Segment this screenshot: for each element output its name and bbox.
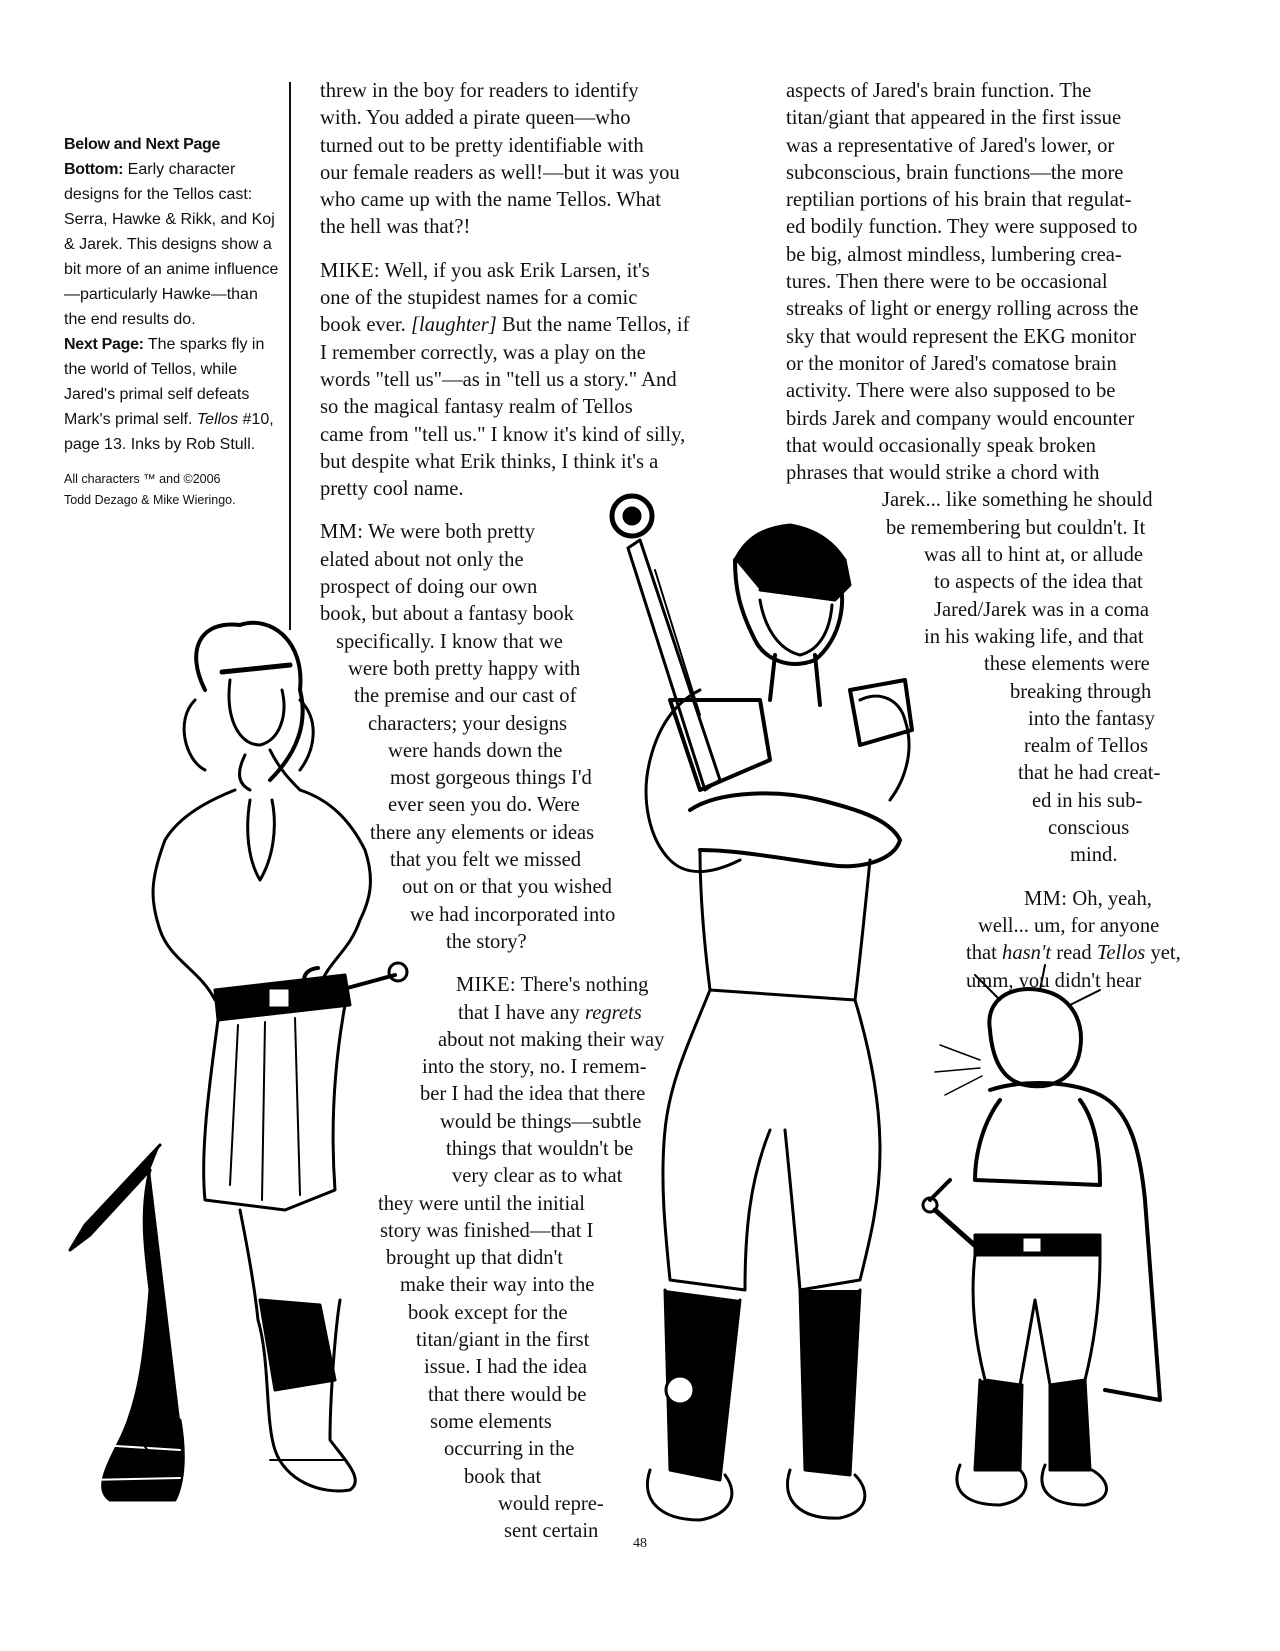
text-line: reptilian portions of his brain that regulat- <box>786 189 1132 212</box>
text-line: phrases that would strike a chord with <box>786 462 1100 485</box>
text-span: There's nothing <box>520 974 649 997</box>
speaker-label: MM: <box>320 521 364 544</box>
text-line: birds Jarek and company would encounter <box>786 407 1135 430</box>
text-line: activity. There were also supposed to be <box>786 380 1116 403</box>
text-span: book ever. <box>320 314 406 337</box>
text-line: streaks of light or energy rolling across the <box>786 298 1139 321</box>
text-line: in his waking life, and that <box>924 625 1144 648</box>
text-line: things that wouldn't be <box>446 1137 634 1160</box>
speaker-label: MIKE: <box>320 259 380 282</box>
text-span: that I have any <box>458 1001 580 1024</box>
text-span: Oh, yeah, <box>1072 887 1152 910</box>
text-line: out on or that you wished <box>402 876 612 899</box>
page-number: 48 <box>633 1536 647 1551</box>
text-line: occurring in the <box>444 1438 575 1461</box>
text-line: the premise and our cast of <box>354 685 577 708</box>
text-line: the story? <box>446 930 527 953</box>
text-line: be big, almost mindless, lumbering crea- <box>786 243 1122 266</box>
text-line: umm, you didn't hear <box>966 969 1142 992</box>
text-line: we had incorporated into <box>410 903 616 926</box>
text-line: issue. I had the idea <box>424 1356 587 1379</box>
text-line: specifically. I know that we <box>336 630 563 653</box>
text-span: Well, if you ask Erik Larsen, it's <box>384 259 650 282</box>
text-line: mind. <box>1070 844 1118 867</box>
rikk-figure <box>923 965 1160 1505</box>
text-line: these elements were <box>984 653 1150 676</box>
text-line: into the fantasy <box>1028 707 1155 730</box>
text-line: would be things—subtle <box>440 1110 642 1133</box>
text-line <box>320 972 689 999</box>
text-line: book except for the <box>408 1301 568 1324</box>
text-line: came from "tell us." I know it's kind of silly, <box>320 423 686 446</box>
interview-column-right <box>786 78 1186 995</box>
text-line: well... um, for anyone <box>978 914 1160 937</box>
text-line: but despite what Erik thinks, I think it's a <box>320 450 659 473</box>
caption-heading-1: Below and Next Page Bottom: <box>64 136 221 178</box>
text-line: Jarek... like something he should <box>882 489 1153 512</box>
text-line: breaking through <box>1010 680 1152 703</box>
text-line: words "tell us"—as in "tell us a story." And <box>320 368 677 391</box>
text-line: who came up with the name Tellos. What <box>320 189 661 212</box>
text-span: that <box>966 942 997 965</box>
text-line: Jared/Jarek was in a coma <box>934 598 1149 621</box>
caption-heading-2: Next Page: <box>64 336 144 353</box>
text-line: or the monitor of Jared's comatose brain <box>786 352 1117 375</box>
text-line: characters; your designs <box>368 712 567 735</box>
text-line: book that <box>464 1465 542 1488</box>
text-line: titan/giant that appeared in the first issue <box>786 107 1122 130</box>
text-line: elated about not only the <box>320 548 524 571</box>
text-span: But the name Tellos, if <box>501 314 690 337</box>
text-line: to aspects of the idea that <box>934 571 1143 594</box>
text-line: most gorgeous things I'd <box>390 767 592 790</box>
text-line: brought up that didn't <box>386 1247 564 1270</box>
text-line: some elements <box>430 1410 552 1433</box>
caption-body-1: Early character designs for the Tellos cast: Serra, Hawke & Rikk, and Koj & Jarek. This designs show a bit more of an anime influence—particularly Hawke—than the end results do. <box>64 161 279 328</box>
text-line: story was finished—that I <box>380 1219 594 1242</box>
text-line: the hell was that?! <box>320 216 471 239</box>
text-line: ed bodily function. They were supposed to <box>786 216 1138 239</box>
text-line: titan/giant in the first <box>416 1329 590 1352</box>
text-line: I remember correctly, was a play on the <box>320 341 646 364</box>
text-span: read <box>1056 942 1092 965</box>
figure-caption <box>64 132 279 511</box>
text-line: aspects of Jared's brain function. The <box>786 80 1092 102</box>
text-line: pretty cool name. <box>320 478 464 501</box>
text-line: tures. Then there were to be occasional <box>786 271 1108 294</box>
copyright-notice <box>64 469 279 511</box>
caption-title-italic: Tellos <box>196 411 239 428</box>
text-line: into the story, no. I remem- <box>422 1056 647 1079</box>
text-line <box>320 258 689 285</box>
speaker-label: MIKE: <box>456 974 516 997</box>
text-line: was a representative of Jared's lower, or <box>786 134 1115 157</box>
text-line: very clear as to what <box>452 1165 623 1188</box>
text-line: make their way into the <box>400 1274 595 1297</box>
text-line: they were until the initial <box>378 1192 586 1215</box>
text-line: sky that would represent the EKG monitor <box>786 325 1137 348</box>
caption-divider <box>289 82 291 630</box>
text-line: ever seen you do. Were <box>388 794 580 817</box>
text-line: were both pretty happy with <box>348 657 581 680</box>
text-line: that there would be <box>428 1383 587 1406</box>
text-line: were hands down the <box>388 739 563 762</box>
text-line: our female readers as well!—but it was you <box>320 161 680 184</box>
text-line <box>786 940 1186 967</box>
text-line: turned out to be pretty identifiable with <box>320 134 644 157</box>
text-line: be remembering but couldn't. It <box>886 516 1146 539</box>
text-line: ed in his sub- <box>1032 789 1143 812</box>
text-line: threw in the boy for readers to identify <box>320 80 639 102</box>
text-line <box>320 312 689 339</box>
text-line: conscious <box>1048 817 1130 840</box>
text-line: sent certain <box>504 1520 599 1543</box>
copyright-line-2: Todd Dezago & Mike Wieringo. <box>64 493 236 507</box>
text-line: would repre- <box>498 1492 604 1515</box>
caption-block-1 <box>64 132 279 332</box>
italic-span: [laughter] <box>410 314 497 337</box>
italic-span: Tellos <box>1096 942 1146 965</box>
italic-span: hasn't <box>1002 942 1052 965</box>
caption-body-2b: #10, page 13. Inks by Rob Stull. <box>64 411 274 453</box>
speaker-label: MM: <box>1024 887 1068 910</box>
text-line: that he had creat- <box>1018 762 1161 785</box>
text-line: book, but about a fantasy book <box>320 603 574 626</box>
text-line: subconscious, brain functions—the more <box>786 161 1124 184</box>
text-line: so the magical fantasy realm of Tellos <box>320 396 633 419</box>
text-line: realm of Tellos <box>1024 735 1148 758</box>
text-line <box>320 1000 689 1027</box>
text-line: with. You added a pirate queen—who <box>320 107 631 130</box>
interview-column-middle <box>320 78 689 1545</box>
caption-block-2 <box>64 332 279 457</box>
text-line: that you felt we missed <box>390 849 582 872</box>
text-line: about not making their way <box>438 1028 665 1051</box>
text-span: yet, <box>1150 942 1181 965</box>
text-line: that would occasionally speak broken <box>786 434 1096 457</box>
italic-span: regrets <box>584 1001 642 1024</box>
text-line: ber I had the idea that there <box>420 1083 646 1106</box>
text-line <box>786 886 1186 913</box>
copyright-line-1: All characters ™ and ©2006 <box>64 472 221 486</box>
text-line: prospect of doing our own <box>320 576 538 599</box>
text-span: We were both pretty <box>368 521 536 544</box>
text-line <box>320 519 689 546</box>
caption-body-2a: The sparks fly in the world of Tellos, while Jared's primal self defeats Mark's primal self. <box>64 336 265 428</box>
text-line: was all to hint at, or allude <box>924 544 1144 567</box>
text-line: one of the stupidest names for a comic <box>320 287 638 310</box>
text-line: there any elements or ideas <box>370 821 595 844</box>
